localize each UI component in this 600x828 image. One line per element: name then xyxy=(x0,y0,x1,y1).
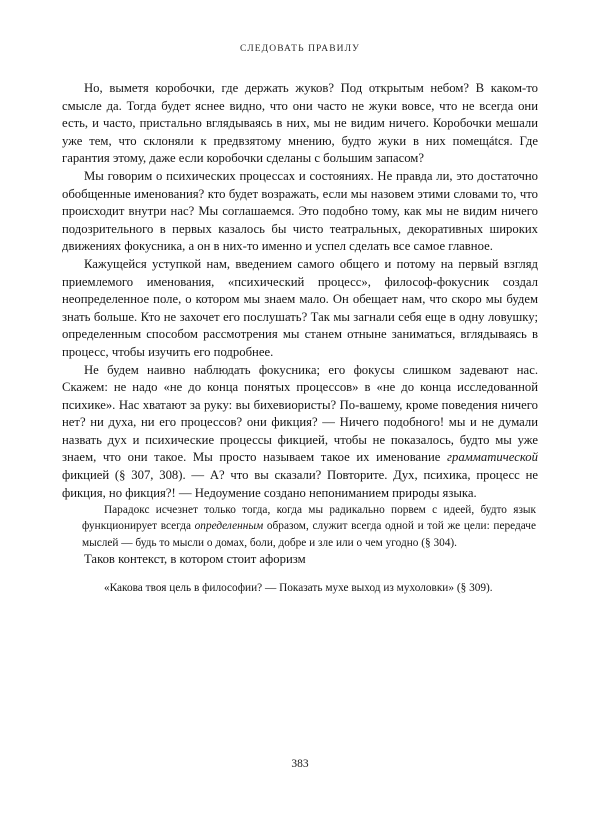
blockquote-2: «Какова твоя цель в философии? — Показать мухе выход из мухоловки» (§ 309). xyxy=(104,582,493,595)
paragraph-4-emphasis: грамматической xyxy=(447,450,538,465)
page-number: 383 xyxy=(291,758,309,770)
paragraph-4-part-2: фикцией (§ 307, 308). — А? что вы сказали? Повторите. Дух, психика, процесс не фикция, но фикция?! — Недоумение создано непониманием природы языка. xyxy=(62,468,538,500)
page-body xyxy=(62,80,538,597)
blockquote-1-part-1: Парадокс исчезнет только тогда, когда мы радикально порвем с идеей, будто язык функционирует всегда xyxy=(82,504,536,533)
paragraph-2: Мы говорим о психических процессах и состояниях. Не правда ли, это достаточно обобщенные именования? кто будет возражать, если мы назовем этими словами то, что происходит внутри нас? Мы соглашаемся. Это подобно тому, как мы не видим ничего подозрительного в первых казалось бы чисто театральных, декоративных широких движениях фокусника, а он в них-то именно и успел сделать все самое главное. xyxy=(62,168,538,254)
paragraph-4-part-1: Не будем наивно наблюдать фокусника; его фокусы слишком задевают нас. Скажем: не надо «не до конца понятых процессов» в «не до конца исследованной психике». Нас хватают за руку: вы бихевиористы? По-вашему, кроме поведения ничего нет? ни духа, ни его процессов? они фикция? — Ничего подобного! мы и не думали назвать дух и психические процессы фикцией, чтобы не показалось, будто мы уже знаем, что они такое. Мы просто называем такое их именование xyxy=(62,362,538,465)
running-head: СЛЕДОВАТЬ ПРАВИЛУ xyxy=(240,44,360,54)
blockquote-1-emphasis: определенным xyxy=(194,520,264,533)
paragraph-3: Кажущейся уступкой нам, введением самого общего и потому на первый взгляд приемлемого именования, «психический процесс», философ-фокусник создал неопределенное поле, о котором мы знаем мало. Он обещает нам, что скоро мы будем знать больше. Кто не захочет его послушать? Так мы загнали себя еще в одну ловушку; определенным способом рассмотрения мы станем отныне заниматься, вглядываясь в процесс, чтобы изучить его подробнее. xyxy=(62,256,538,359)
paragraph-1: Но, выметя коробочки, где держать жуков? Под открытым небом? В каком-то смысле да. Тогда будет яснее видно, что они часто не жуки вовсе, что не всегда они есть, и часто, пристально вглядываясь в них, мы не видим ничего. Коробочки мешали уже тем, что склоняли к предвзятому мнению, будто жуки в них помещátся. Где гарантия этому, даже если коробочки сделаны с большим запасом? xyxy=(62,81,538,166)
lead-line: Таков контекст, в котором стоит афоризм xyxy=(84,551,306,566)
blockquote-1-part-2: образом, служит всегда одной и той же цели: передаче мыслей — будь то мысли о домах, боли, добре и зле или о чем угодно (§ 304). xyxy=(82,520,536,549)
blockquote-1 xyxy=(62,502,538,551)
paragraph-4 xyxy=(62,362,538,503)
